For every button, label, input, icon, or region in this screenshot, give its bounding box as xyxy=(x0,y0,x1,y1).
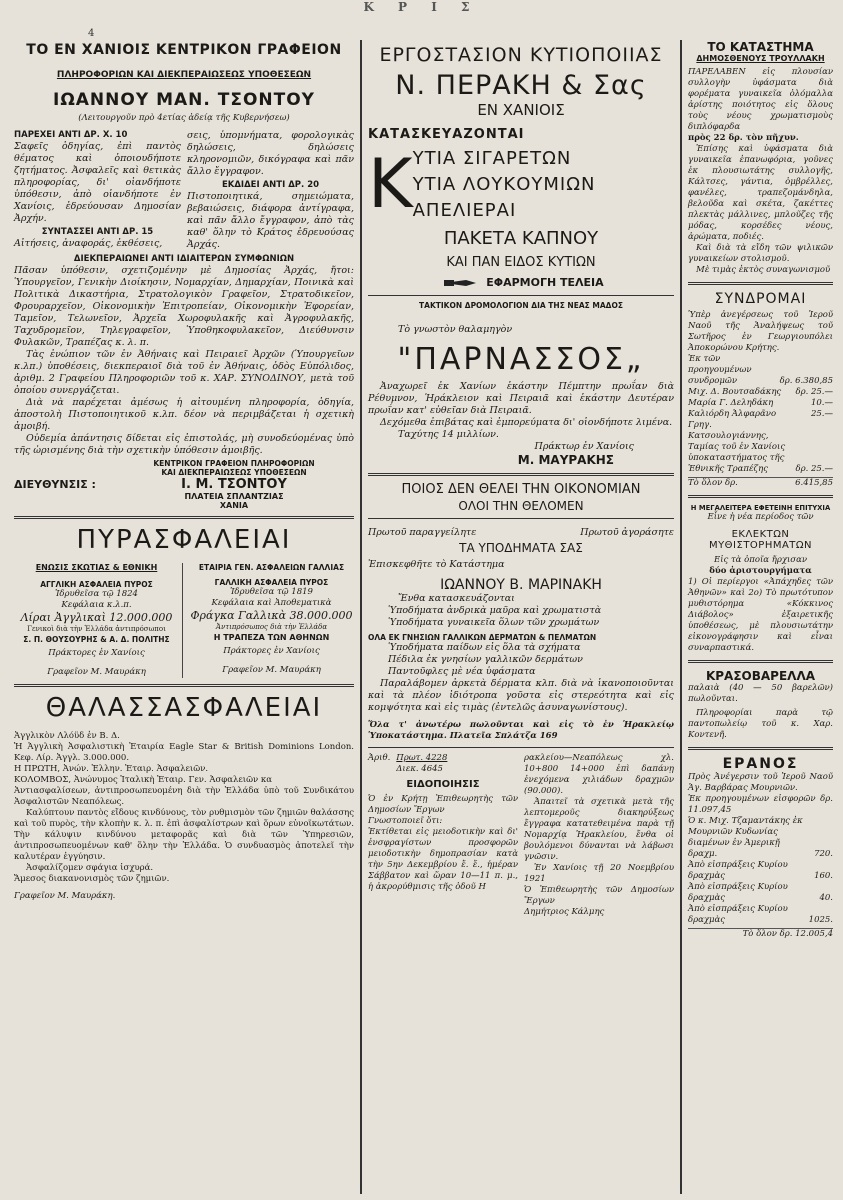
office-address-label: ΔΙΕΥΘΥΝΣΙΣ : xyxy=(14,478,96,491)
eranos-l4: Ἀπὸ εἰσπράξεις Κυρίου δραχμὰς xyxy=(688,904,788,925)
sea-line1: Ἀγγλικὸν Λλόϋδ ἐν Β. Δ. xyxy=(14,731,120,741)
serial-head: Η ΜΕΓΑΛΕΙΤΕΡΑ ΕΦΕΤΕΙΝΗ ΕΠΙΤΥΧΙΑ xyxy=(690,504,831,512)
store-price: πρὸς 22 δρ. τὸν πῆχυν. xyxy=(688,133,799,143)
office-body4: Οὐδεμία ἀπάντησις δίδεται εἰς ἐπιστολάς, μὴ συνοδεύομένας ὑπὸ τῆς ὡρισμένης διὰ τὴν σχετικὴν ὑπόθεσιν ἀμοιβῆς. xyxy=(14,433,354,456)
shoes-owner: ΙΩΑΝΝΟΥ Β. ΜΑΡΙΝΑΚΗ xyxy=(440,577,602,593)
office-body2: Τὰς ἐνώπιον τῶν ἐν Ἀθήναις καὶ Πειραιεῖ Ἀρχῶν (Ὑπουργεῖων κ.λπ.) ὑποθέσεις, διεκπεραιοῖ διὰ τοῦ ἐν Ἀθήναις, ὁδὸς Εὐπόλιδος, ἀριθμ. 2 Γραφείου Πληροφοριῶν τοῦ κ. ΧΑΡ. ΣΥΝΟΔΙΝΟΥ, μετὰ τοῦ ὁποίου συνεργάζεται. xyxy=(14,349,354,396)
factory-perfect: ΕΦΑΡΜΟΓΗ ΤΕΛΕΙΑ xyxy=(486,276,604,289)
eranos-a1: 720. xyxy=(814,849,833,859)
office-address-name: Ι. Μ. ΤΣΟΝΤΟΥ xyxy=(181,477,287,492)
subs-title: ΣΥΝΔΡΟΜΑΙ xyxy=(714,291,807,307)
wine-title: ΚΡΑΣΟΒΑΡΕΛΛΑ xyxy=(705,669,816,683)
eranos-total: Τὸ ὅλον δρ. 12.005,4 xyxy=(688,928,833,940)
page-number: 4 xyxy=(88,28,95,39)
store-text2: Ἐπίσης καὶ ὑφάσματα διὰ γυναικεῖα ἐπανωφόρια, γοῦνες ἐκ πλουσιωτάτης συλλογῆς, Κάλτσες, γάντια, ὀμβρέλλες, φανέλες, τραπεζομάνδηλα, βελοῦδα καὶ σκέτα, ζακέττες πλεκτὰς μάλλινες, μπλοῦζες τῆς μόδας, κορσέδες νέους, ἀρώματα, ποδιές. xyxy=(688,144,833,242)
notice-r5: Δημήτριος Κάλμης xyxy=(524,907,605,917)
store-ad xyxy=(688,40,833,276)
factory-title: ΕΡΓΟΣΤΑΣΙΟΝ ΚΥΤΙΟΠΟΙΙΑΣ xyxy=(379,44,663,66)
sea-line5: Ἀντιασφαλίσεων, ἀντιπροσωπευομένη διὰ τὴν Ἑλλάδα ὑπὸ τοῦ Συνδικάτου Ἀσφαλιστῶν Νεαπόλεως. xyxy=(14,786,354,807)
column-middle xyxy=(362,40,682,1194)
factory-owner: Ν. ΠΕΡΑΚΗ & Σας xyxy=(395,70,647,101)
store-text3: Καὶ διὰ τὰ εἴδη τῶν ψιλικῶν γυναικείων στολισμοῦ. xyxy=(688,243,833,264)
shoes-t5: Ὑποδήματα παίδων εἰς ὅλα τὰ σχήματα xyxy=(388,642,581,653)
ship-head: ΤΑΚΤΙΚΟΝ ΔΡΟΜΟΛΟΓΙΟΝ ΔΙΑ ΤΗΣ ΝΕΑΣ ΜΑΔΟΣ xyxy=(419,301,623,310)
fire-right-agent-note: Ἀντιπρόσωπος διὰ τὴν Ἑλλάδα xyxy=(215,623,328,631)
shoes-left-before: Πρωτοῦ παραγγείλητε xyxy=(368,527,477,538)
eranos-a2: 160. xyxy=(814,871,833,881)
notice-ref2: Διεκ. 4645 xyxy=(396,764,443,774)
sea-line3: Η ΠΡΩΤΗ, Ἀνών. Ἑλλην. Ἑταιρ. Ἀσφαλειῶν. xyxy=(14,764,209,774)
store-title2: ΔΗΜΟΣΘΕΝΟΥΣ ΤΡΟΥΛΛΑΚΗ xyxy=(696,54,825,63)
sea-line6: Καλύπτουν παντὸς εἴδους κινδύνους, τὸν ρυθμισμὸν τῶν ζημιῶν θαλάσσης καὶ τοῦ πυρὸς, τὴν κλοπὴν κ. λ. π. ἐπὶ ἀσφαλίστρων καὶ ὅρων εὐνοϊκωτάτων. Τὴν κάλυψιν κινδύνου μεταφορᾶς καὶ διὰ τῶν Ὑπηρεσιῶν, ἀντιπροσωπευομένων καθ' ὅλην τὴν Ἑλλάδα. Ὁ συνδυασμὸς ἀποτελεῖ τὴν καλυτέραν ἐγγύησιν. xyxy=(14,808,354,862)
store-text4: Μὲ τιμὰς ἐκτὸς συναγωνισμοῦ xyxy=(696,265,831,275)
sea-line4: ΚΟΛΟΜΒΟΣ, Ἀνώνυμος Ἰταλικὴ Ἑταιρ. Γεν. Ἀσφαλειῶν κα xyxy=(14,775,272,785)
fire-left-capital: Κεφάλαια κ.λ.π. xyxy=(61,600,132,610)
office-body: Πᾶσαν ὑπόθεσιν, σχετιζομένην μὲ Δημοσίας Ἀρχάς, ἤτοι: Ὑπουργεῖον, Γενικὴν Διοίκησιν, Νομαρχίαν, Δημαρχίαν, Ποινικὰ καὶ Πολιτικὰ Δικαστήρια, Στρατολογικὸν Γραφεῖον, Στρατοδικεῖον, Φρουραρχεῖον, Οἰκονομικὴν Ἐπιτροπείαν, Οἰκονομικὴν Ἐφορείαν, Ταμεῖον, Τελωνεῖον, Ἀρχεῖα Χωροφυλακῆς καὶ Ἀγροφυλακῆς, Ταχυδρομεῖον, Τηλεγραφεῖον, Ὑποθηκοφυλακεῖον, Διεύθυνσιν Φυλακῶν, Τραπέζας κ. λ. π. xyxy=(14,265,354,348)
shoes-t2: Ὑποδήματα ἀνδρικὰ μαῦρα καὶ χρωματιστὰ xyxy=(388,605,602,616)
factory-k-letter: Κ xyxy=(368,145,413,224)
eranos-a3: 40. xyxy=(819,893,833,903)
shoes-title: ΤΑ ΥΠΟΔΗΜΑΤΑ ΣΑΣ xyxy=(459,541,583,555)
office-left-text: Σαφεῖς ὁδηγίας, ἐπὶ παντὸς θέματος καὶ ὁποιουδήποτε ζητήματος. Ἀσφαλεῖς καὶ θετικὰς πληροφορίας, δι' οἱανδήποτε ὑπόθεσιν, ἀπὸ οἱανδήποτε ἐν Χανίοις, ἐδρεύουσαν Δημοσίαν Ἀρχήν. xyxy=(14,141,181,224)
office-right-text: σεις, ὑπομνήματα, φορολογικὰς δηλώσεις, δηλώσεις κληρονομιῶν, δικόγραφα καὶ πᾶν ἄλλο ἔγγραφον. xyxy=(187,130,354,177)
wine-l1: παλαιὰ (40 — 50 βαρελῶν) πωλοῦνται. xyxy=(688,683,833,704)
eranos-a4: 1025. xyxy=(808,915,833,925)
factory-line1: ΥΤΙΑ ΣΙΓΑΡΕΤΩΝ xyxy=(412,148,572,169)
fire-left-year: Ἱδρυθεῖσα τῷ 1824 xyxy=(55,589,138,599)
office-center-head: ΔΙΕΚΠΕΡΑΙΩΝΕΙ ΑΝΤΙ ΙΔΙΑΙΤΕΡΩΝ ΣΥΜΦΩΝΙΩΝ xyxy=(73,254,295,264)
ship-name: "ΠΑΡΝΑΣΣΟΣ„ xyxy=(397,342,645,377)
column-left xyxy=(12,40,362,1194)
notice-l1: Ὁ ἐν Κρήτῃ Ἐπιθεωρητὴς τῶν Δημοσίων Ἔργων xyxy=(368,794,518,815)
sea-line2: Ἡ Ἀγγλικὴ Ἀσφαλιστικὴ Ἑταιρία Eagle Star & British Dominions London. Κεφ. Λίρ. Ἀγγλ. 3.000.000. xyxy=(14,742,354,763)
office-license: (Λειτουργοῦν πρὸ 4ετίας ἀδείᾳ τῆς Κυβερνήσεω) xyxy=(78,113,290,123)
subs-row-name: Γρηγ. Κατσουλογιάννης, Ταμίας τοῦ ἐν Χανίοις ὑποκαταστήματος τῆς Ἐθνικῆς Τραπέζης xyxy=(688,420,786,474)
fire-right-capital: Κεφάλαια καὶ Ἀποθεματικὰ xyxy=(211,598,332,608)
subs-list xyxy=(688,387,833,475)
subscriptions xyxy=(688,291,833,489)
fire-right-agent: Η ΤΡΑΠΕΖΑ ΤΩΝ ΑΘΗΝΩΝ xyxy=(213,633,330,642)
notice-r3: Ἐν Χανίοις τῇ 20 Νοεμβρίου 1921 xyxy=(524,863,674,884)
fire-right-head: ΕΤΑΙΡΙΑ ΓΕΝ. ΑΣΦΑΛΕΙΩΝ ΓΑΛΛΙΑΣ xyxy=(198,563,345,572)
notice-l3: Ἐκτίθεται εἰς μειοδοτικὴν καὶ δι' ἐνσφραγίστων προσφορῶν μειοδοτικὴν δημοπρασίαν κατὰ τὴν 5ην Δεκεμβρίου ἔ. ἔ., ἡμέραν Σάββατον καὶ ὥραν 10—11 π. μ., ἡ ἀκρορύθμισις τῆς ὁδοῦ Η xyxy=(368,827,518,892)
store-text: ΠΑΡΕΛΑΒΕΝ εἰς πλουσίαν συλλογὴν ὑφάσματα διὰ φορέματα γυναικεῖα ὁλόμαλλα ἀρίστης ποιότητος εἰς ὅλους τοὺς νέους χρωματισμοὺς διπλόφαρδα xyxy=(688,67,833,132)
fire-left-agent: Σ. Π. ΘΟΥΣΟΥΡΗΣ & Α. Δ. ΠΟΛΙΤΗΣ xyxy=(23,635,170,644)
eranos-intro: Πρὸς Ἀνέγερσιν τοῦ Ἱεροῦ Ναοῦ Ἁγ. Βαρβάρας Μουρνιῶν. xyxy=(688,772,833,793)
office-address-square: ΠΛΑΤΕΙΑ ΣΠΛΑΝΤΖΙΑΣ xyxy=(184,492,284,501)
ship-agent: Μ. ΜΑΥΡΑΚΗΣ xyxy=(517,453,614,467)
shoes-t4: ΟΛΑ ΕΚ ΓΝΗΣΙΩΝ ΓΑΛΛΙΚΩΝ ΔΕΡΜΑΤΩΝ & ΠΕΛΜΑΤΩΝ xyxy=(368,633,597,642)
factory-line3: ΑΠΕΛΙΕΡΑΙ xyxy=(412,200,517,221)
subs-row-amount: δρ. 25.— xyxy=(795,464,833,474)
factory-pack: ΠΑΚΕΤΑ ΚΑΠΝΟΥ xyxy=(443,228,599,249)
office-left-text2: Αἰτήσεις, ἀναφοράς, ἐκθέσεις, xyxy=(14,238,163,249)
eranos-l1: Ὁ κ. Μιχ. Τζαμαντάκης ἐκ Μουρνιῶν Κυδωνίας διαμένων ἐν Ἀμερικῇ δραχμ. xyxy=(688,816,803,859)
sea-insurance-ad xyxy=(14,693,354,902)
factory-city: ΕΝ ΧΑΝΙΟΙΣ xyxy=(477,101,565,119)
shoes-t3: Ὑποδήματα γυναικεῖα ὅλων τῶν χρωμάτων xyxy=(388,617,600,628)
shoes-head1: ΠΟΙΟΣ ΔΕΝ ΘΕΛΕΙ ΤΗΝ ΟΙΚΟΝΟΜΙΑΝ xyxy=(401,482,641,497)
shoes-right-before: Πρωτοῦ ἀγοράσητε xyxy=(580,527,674,538)
serial-title: ΕΚΛΕΚΤΩΝ ΜΥΘΙΣΤΟΡΗΜΑΤΩΝ xyxy=(708,529,813,551)
serial-l1: Εἶνε ἡ νέα περίοδος τῶν xyxy=(707,512,814,522)
factory-made: ΚΑΤΑΣΚΕΥΑΖΟΝΤΑΙ xyxy=(368,127,525,142)
shoes-t6: Πέδιλα ἐκ γνησίων γαλλικῶν δερμάτων xyxy=(388,654,583,665)
fire-right-sub: ΓΑΛΛΙΚΗ ΑΣΦΑΛΕΙΑ ΠΥΡΟΣ xyxy=(214,578,329,587)
fire-left-sub: ΑΓΓΛΙΚΗ ΑΣΦΑΛΕΙΑ ΠΥΡΟΣ xyxy=(40,580,153,589)
ship-speed: Ταχύτης 14 μιλλίων. xyxy=(398,429,499,440)
notice-ref1: Πρωτ. 4228 xyxy=(396,753,448,763)
ship-text: Ἀναχωρεῖ ἐκ Χανίων ἑκάστην Πέμπτην πρωΐαν διὰ Ρέθυμνον, Ἡράκλειον καὶ Πειραιᾶ καὶ ἑκάστην Δευτέραν πρωΐαν κατ' εὐθεῖαν διὰ Πειραιᾶ. xyxy=(368,381,674,416)
subs-row-amount: 25.— xyxy=(810,409,833,419)
subs-row xyxy=(688,420,833,475)
subs-row-name: Μιχ. Δ. Βουτσαδάκης xyxy=(688,387,782,397)
office-body3: Διὰ νὰ παρέχεται ἀμέσως ἡ αἰτουμένη πληροφορία, ὁδηγία, ἀποστολὴ Πιστοποιητικοῦ κ.λπ. δέον νὰ περιμβάζεται ἡ σχετικὴ ἀμοιβή. xyxy=(14,397,354,432)
office-owner: ΙΩΑΝΝΟΥ ΜΑΝ. ΤΣΟΝΤΟΥ xyxy=(53,90,315,110)
fire-insurance-ad xyxy=(14,525,354,678)
column-right xyxy=(682,40,833,1194)
office-address-city: ΧΑΝΙΑ xyxy=(219,501,249,510)
office-right-head: ΕΚΔΙΔΕΙ ΑΝΤΙ ΔΡ. 20 xyxy=(221,180,320,190)
public-works-notice xyxy=(368,753,674,918)
fire-left-head: ΕΝΩΣΙΣ ΣΚΩΤΙΑΣ & ΕΘΝΙΚΗ xyxy=(35,563,158,572)
shoes-t1: Ἔνθα κατασκευάζονται xyxy=(398,593,515,604)
fire-right-office: Γραφεῖον Μ. Μαυράκη xyxy=(222,665,321,675)
ship-agent-label: Πράκτωρ ἐν Χανίοις xyxy=(534,441,634,452)
ship-schedule-ad xyxy=(368,301,674,467)
columns xyxy=(12,40,833,1194)
subs-row-amount: 10.— xyxy=(810,398,833,408)
shoes-t7: Παντοῦφλες μὲ νέα ὑφάσματα xyxy=(388,666,536,677)
office-title: ΤΟ ΕΝ ΧΑΝΙΟΙΣ ΚΕΝΤΡΙΚΟΝ ΓΡΑΦΕΙΟΝ xyxy=(26,42,342,58)
notice-r1: ρακλείου—Νεαπόλεως χλ. 10+800 14+000 ἐπὶ δαπάνῃ ἐνεχόμενα χιλιάδων δραχμῶν (90.000). xyxy=(524,753,674,796)
shoes-head2: ΟΛΟΙ ΤΗΝ ΘΕΛΟΜΕΝ xyxy=(458,499,584,513)
office-left-head: ΠΑΡΕΧΕΙ ΑΝΤΙ ΔΡ. Χ. 10 xyxy=(14,130,128,140)
subs-row-amount: δρ. 25.— xyxy=(795,387,833,397)
shoes-ad xyxy=(368,482,674,742)
office-right-text2: Πιστοποιητικά, σημειώματα, βεβαιώσεις, διάφορα ἀντίγραφα, καὶ πᾶν ἄλλο ἔγγραφον, ἀπὸ τὰς καθ' ὅλην τὸ Κράτος ἐδρευούσας Ἀρχάς. xyxy=(187,191,354,250)
sea-title: ΘΑΛΑΣΣΑΣΦΑΛΕΙΑΙ xyxy=(45,693,323,723)
fire-left-local: Πράκτορες ἐν Χανίοις xyxy=(48,648,145,658)
subs-prev-amount: δρ. 6.380,85 xyxy=(779,376,833,386)
wine-barrels-ad xyxy=(688,669,833,741)
sea-office: Γραφεῖον Μ. Μαυράκη. xyxy=(14,891,116,901)
factory-every: ΚΑΙ ΠΑΝ ΕΙΔΟΣ ΚΥΤΙΩΝ xyxy=(446,255,596,270)
notice-head: ΕΙΔΟΠΟΙΗΣΙΣ xyxy=(406,779,480,790)
serial-l3: δύο ἀριστουργήματα xyxy=(709,566,812,576)
wine-l2: Πληροφορίαι παρὰ τῷ παντοπωλείῳ τοῦ κ. Χαρ. Κοντενῆ. xyxy=(688,708,833,740)
notice-r2: Ἀπαιτεῖ τὰ σχετικὰ μετὰ τῆς λεπτομεροῦς διακηρύξεως ἔγγραφα κατατεθειμένα παρὰ τῇ Νομαρχίᾳ Ἡρακλείου, ἔνθα οἱ βουλόμενοι δύνανται νὰ λάβωσι γνῶσιν. xyxy=(524,797,674,862)
office-subtitle: ΠΛΗΡΟΦΟΡΙΩΝ ΚΑΙ ΔΙΕΚΠΕΡΑΙΩΣΕΩΣ ΥΠΟΘΕΣΕΩΝ xyxy=(56,70,312,80)
eranos-l3: Ἀπὸ εἰσπράξεις Κυρίου δραχμὰς xyxy=(688,882,788,903)
notice-ref-label: Ἀριθ. xyxy=(368,753,391,763)
office-ad xyxy=(14,42,354,510)
fire-left-office: Γραφεῖον Μ. Μαυράκη xyxy=(47,667,146,677)
fire-title: ΠΥΡΑΣΦΑΛΕΙΑΙ xyxy=(76,525,292,555)
subs-intro: Ὑπὲρ ἀνεγέρσεως τοῦ Ἱεροῦ Ναοῦ τῆς Ἀναλήψεως τοῦ Σωτῆρος ἐν Γεωργιουπόλει Ἀποκορώνου Κρήτης. xyxy=(688,310,833,353)
sea-line7: Ἀσφαλίζομεν σφάγια ἰσχυρά. xyxy=(26,863,154,873)
subs-total: 6.415,85 xyxy=(795,478,833,488)
serial-l4: 1) Οἱ περίεργοι «Ἀπάχηδες τῶν Ἀθηνῶν» καὶ 2ο) Τὸ πρωτότυπον μυθιστόρημα «Κόκκινος Διάβολος» ἐξαιρετικῆς ὑποθέσεως, μὲ πλουσιωτάτην εἰκονογράφησιν καὶ εἶναι συναρπαστικά. xyxy=(688,577,833,653)
shoes-t9: Ὅλα τ' ἀνωτέρω πωλοῦνται καὶ εἰς τὸ ἐν Ἡρακλείῳ Ὑποκατάστημα. Πλατεῖα Σπλάτζα 169 xyxy=(368,720,674,741)
box-factory-ad xyxy=(368,44,674,290)
office-left-head2: ΣΥΝΤΑΣΣΕΙ ΑΝΤΙ ΔΡ. 15 xyxy=(41,227,154,237)
subs-row-name: Μαρία Γ. Δεληδάκη xyxy=(688,398,774,408)
notice-r4: Ὁ Ἐπιθεωρητὴς τῶν Δημοσίων Ἔργων xyxy=(524,885,674,906)
masthead: Κ Ρ Ι Σ xyxy=(363,0,480,14)
eranos-l2: Ἀπὸ εἰσπράξεις Κυρίου δραχμὰς xyxy=(688,860,788,881)
office-address-line2: ΚΑΙ ΔΙΕΚΠΕΡΑΙΩΣΕΩΣ ΥΠΟΘΕΣΕΩΝ xyxy=(161,468,307,477)
subs-total-label: Τὸ ὅλον δρ. xyxy=(688,478,738,488)
factory-line2: ΥΤΙΑ ΛΟΥΚΟΥΜΙΩΝ xyxy=(412,174,596,195)
subs-prev: Ἐκ τῶν προηγουμένων συνδρομῶν xyxy=(688,354,752,386)
eranos-prev: Ἐκ προηγουμένων εἰσφορῶν δρ. 11.097,45 xyxy=(688,794,833,815)
serial-l2: Εἰς τὰ ὁποῖα ἤρχισαν xyxy=(713,555,808,565)
subs-row xyxy=(688,398,833,409)
subs-row xyxy=(688,409,833,420)
fire-right-local: Πράκτορες ἐν Χανίοις xyxy=(223,646,320,656)
shoes-visit: Ἐπισκεφθῆτε τὸ Κατάστημα xyxy=(368,559,505,570)
pointing-hand-icon xyxy=(442,276,482,290)
office-address-line1: ΚΕΝΤΡΙΚΟΝ ΓΡΑΦΕΙΟΝ ΠΛΗΡΟΦΟΡΙΩΝ xyxy=(153,459,315,468)
sea-line8: Ἄμεσος διακανονισμὸς τῶν ζημιῶν. xyxy=(14,874,170,884)
eranos-title: ΕΡΑΝΟΣ xyxy=(722,756,799,772)
shoes-t8: Παραλάβομεν ἀρκετὰ δέρματα κλπ. διὰ νὰ ἱκανοποιοῦνται καὶ τὰ πλέον ἰδιότροπα γοῦστα εἰς στερεότητα καὶ εἰς κομψότητα καὶ εἰς τιμὰς (ἐντελῶς ἀσυναγωνίστους). xyxy=(368,678,674,713)
store-title1: ΤΟ ΚΑΤΑΣΤΗΜΑ xyxy=(707,40,814,54)
subs-row xyxy=(688,387,833,398)
notice-l2: Γνωστοποιεῖ ὅτι: xyxy=(368,816,443,826)
fire-left-agent-note: Γενικοὶ διὰ τὴν Ἑλλάδα ἀντιπρόσωποι xyxy=(27,625,166,633)
fire-right-amount: Φράγκα Γαλλικὰ 38.000.000 xyxy=(190,609,353,622)
subs-row-name: Καλιόρδη Ἀλφαρᾶνο xyxy=(688,409,777,419)
ship-intro: Τὸ γνωστὸν θαλαμηγὸν xyxy=(398,324,513,335)
ship-text2: Δεχόμεθα ἐπιβάτας καὶ ἐμπορεύματα δι' οἱονδήποτε λιμένα. xyxy=(380,417,673,428)
fire-left-amount: Λίραι Ἀγγλικαὶ 12.000.000 xyxy=(20,611,173,624)
serial-novels-ad xyxy=(688,504,833,654)
eranos-ad xyxy=(688,756,833,940)
fire-right-year: Ἱδρυθεῖσα τῷ 1819 xyxy=(230,587,313,597)
